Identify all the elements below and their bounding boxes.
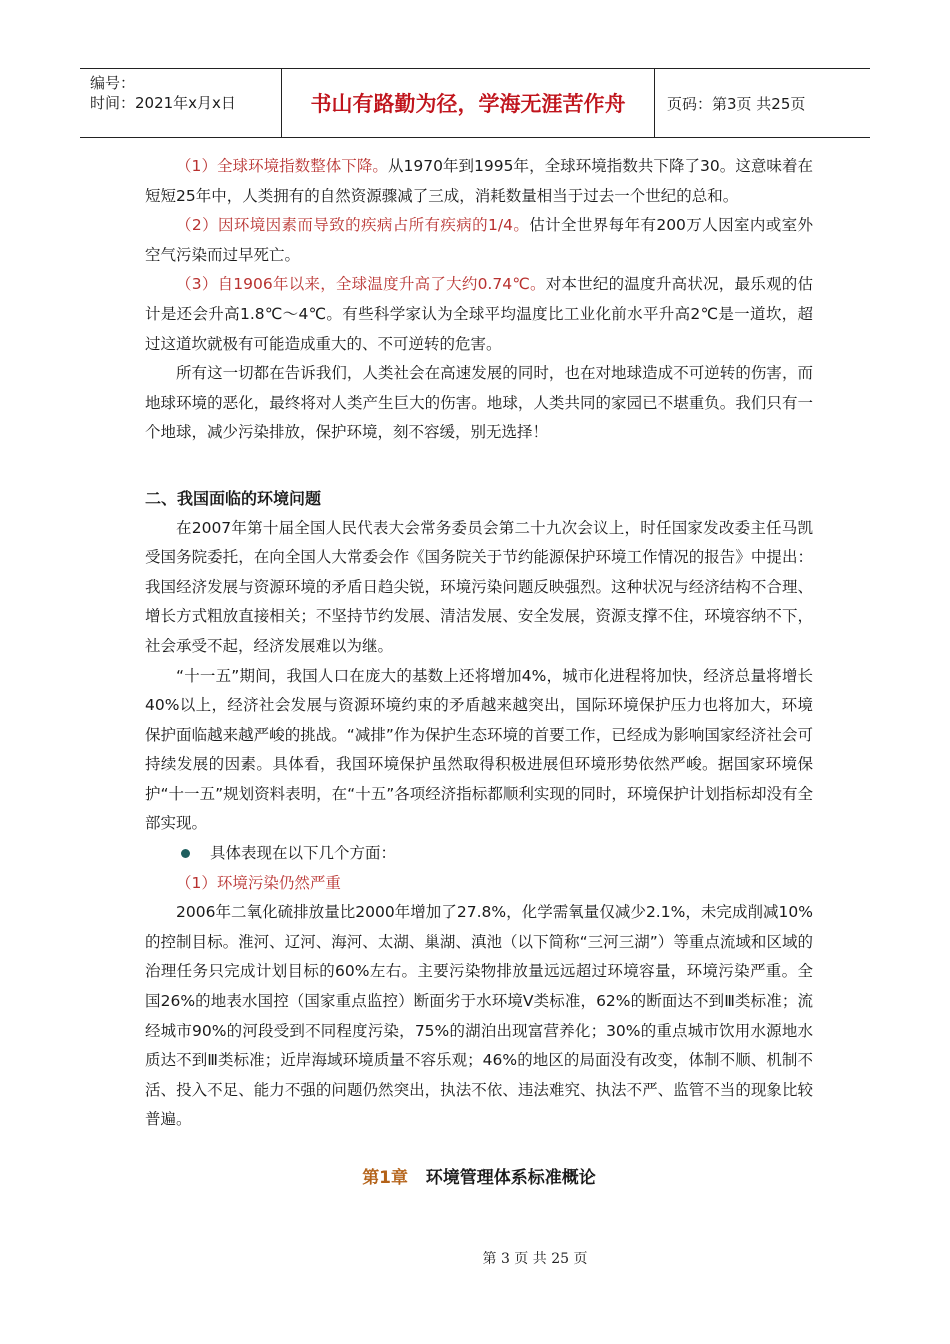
paragraph-item1: [145, 152, 813, 211]
footer-page-number: 第 3 页 共 25 页: [482, 1251, 588, 1267]
item1-heading: （1）全球环境指数整体下降。: [176, 157, 388, 175]
chapter-number: 第1章: [362, 1168, 409, 1188]
subheading-pollution: （1）环境污染仍然严重: [176, 873, 341, 892]
page-footer: [0, 1248, 950, 1268]
paragraph-item3: [145, 270, 813, 359]
item3-text: 对本世纪的温度升高状况，最乐观的估计是还会升高1.8℃～4℃。有些科学家认为全球平均温度比工业化前水平升高2℃是一道坎，超过这道坎就极有可能造成重大的、不可逆转的危害。: [145, 275, 813, 353]
chapter-title: [145, 1163, 813, 1188]
paragraph-report: 在2007年第十届全国人民代表大会常务委员会第二十九次会议上，时任国家发改委主任马凯受国务院委托，在向全国人大常委会作《国务院关于节约能源保护环境工作情况的报告》中提出：我国经济发展与资源环境的矛盾日趋尖锐，环境污染问题反映强烈。这种状况与经济结构不合理、增长方式粗放直接相关；不坚持节约发展、清洁发展、安全发展，资源支撑不住，环境容纳不下，社会承受不起，经济发展难以为继。: [145, 518, 813, 655]
header-number-label: 编号：: [90, 74, 136, 92]
bullet-item: [145, 839, 813, 869]
document-body: [145, 152, 813, 1188]
item1-text: 从1970年到1995年，全球环境指数共下降了30。这意味着在短短25年中，人类拥有的自然资源骤减了三成，消耗数量相当于过去一个世纪的总和。: [145, 157, 813, 205]
item3-heading: （3）自1906年以来，全球温度升高了大约0.74℃。: [176, 275, 546, 294]
header-time-label: 时间：2021年x月x日: [90, 94, 236, 112]
paragraph-plan: “十一五”期间，我国人口在庞大的基数上还将增加4%，城市化进程将加快，经济总量将增长40%以上，经济社会发展与资源环境约束的矛盾越来越突出，国际环境保护压力也将加大，环境保护面临越来越严峻的挑战。“减排”作为保护生态环境的首要工作，已经成为影响国家经济社会可持续发展的因素。具体看，我国环境保护虽然取得积极进展但环境形势依然严峻。据国家环境保护“十一五”规划资料表明，在“十五”各项经济指标都顺利实现的同时，环境保护计划指标却没有全部实现。: [145, 666, 813, 833]
bullet-dot-icon: [181, 849, 190, 858]
bullet-text: 具体表现在以下几个方面：: [210, 844, 397, 863]
header-meta: [80, 69, 282, 137]
item2-text: 估计全世界每年有200万人因室内或室外空气污染而过早死亡。: [145, 216, 813, 264]
header-motto: 书山有路勤为径，学海无涯苦作舟: [282, 69, 655, 137]
page-header: [80, 68, 870, 138]
paragraph-pollution: 2006年二氧化硫排放量比2000年增加了27.8%，化学需氧量仅减少2.1%，未完成削减10%的控制目标。淮河、辽河、海河、太湖、巢湖、滇池（以下简称“三河三湖”）等重点流域和区域的治理任务只完成计划目标的60%左右。主要污染物排放量远远超过环境容量，环境污染严重。全国26%的地表水国控（国家重点监控）断面劣于水环境V类标准，62%的断面达不到Ⅲ类标准；流经城市90%的河段受到不同程度污染，75%的湖泊出现富营养化；30%的重点城市饮用水源地水质达不到Ⅲ类标准；近岸海域环境质量不容乐观；46%的地区的局面没有改变，体制不顺、机制不活、投入不足、能力不强的问题仍然突出，执法不依、违法难究、执法不严、监管不当的现象比较普遍。: [145, 903, 813, 1129]
item2-heading: （2）因环境因素而导致的疾病占所有疾病的1/4。: [176, 216, 530, 235]
paragraph-summary: 所有这一切都在告诉我们，人类社会在高速发展的同时，也在对地球造成不可逆转的伤害，而地球环境的恶化，最终将对人类产生巨大的伤害。地球，人类共同的家园已不堪重负。我们只有一个地球，减少污染排放，保护环境，刻不容缓，别无选择！: [145, 364, 813, 442]
paragraph-item2: [145, 211, 813, 270]
chapter-name: 环境管理体系标准概论: [425, 1168, 596, 1188]
section-heading: 二、我国面临的环境问题: [145, 488, 322, 508]
header-page-info: 页码：第3页 共25页: [667, 94, 806, 113]
